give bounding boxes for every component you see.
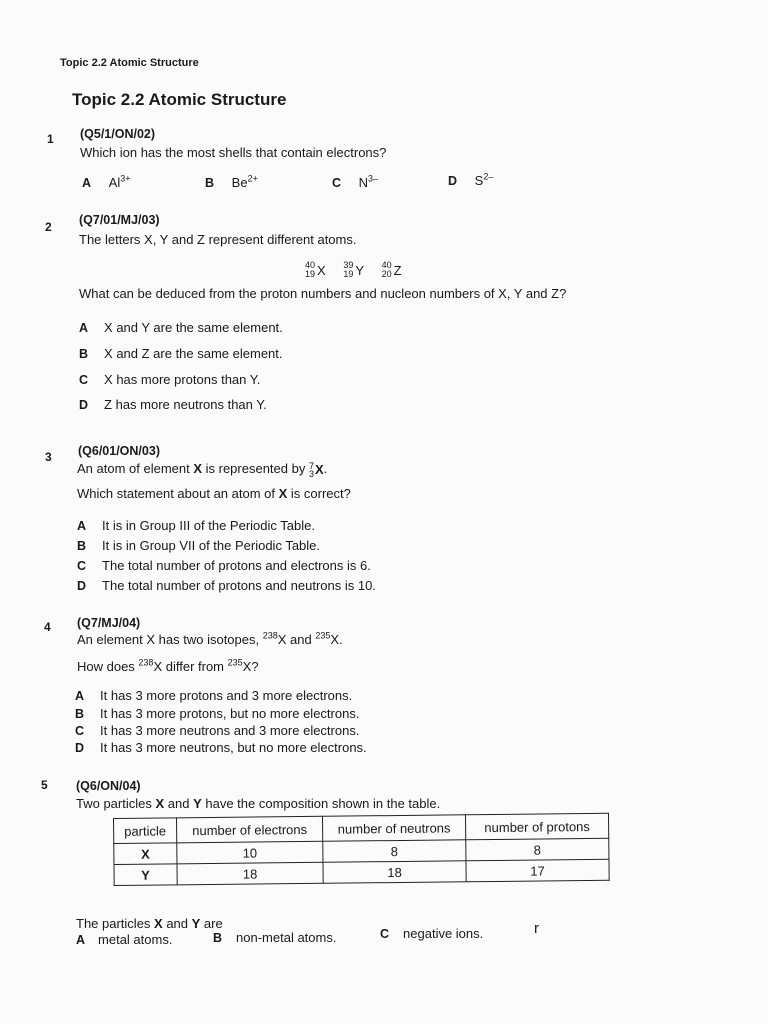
- q5-option-a: A metal atoms.: [76, 932, 173, 947]
- table-row: [114, 859, 609, 885]
- table-header: number of electrons: [177, 816, 323, 843]
- question-4-text: An element X has two isotopes, $^{238}$X and $^{235}$X.: [77, 630, 343, 647]
- question-5-number: 5: [41, 778, 48, 792]
- table-cell: 8: [323, 840, 466, 862]
- q4-option-b: B It has 3 more protons, but no more electrons.: [75, 706, 360, 721]
- q1-option-d: [448, 173, 493, 188]
- question-5-code: (Q6/ON/04): [76, 779, 141, 793]
- option-letter: D: [448, 174, 458, 188]
- question-3-number: 3: [45, 450, 52, 464]
- ion-symbol: $S^{2-}$: [474, 171, 494, 188]
- question-3-code: (Q6/01/ON/03): [78, 444, 160, 458]
- question-2-text: The letters X, Y and Z represent different atoms.: [79, 232, 357, 247]
- q5-option-b: B non-metal atoms.: [213, 930, 337, 945]
- q3-option-c: C The total number of protons and electrons is 6.: [77, 558, 371, 573]
- table-cell: 8: [466, 838, 609, 860]
- question-5-text: Two particles X and Y have the composition shown in the table.: [76, 796, 441, 811]
- question-5-question: The particles X and Y are: [76, 916, 223, 931]
- q3-option-d: D The total number of protons and neutrons is 10.: [77, 578, 376, 593]
- nuclide-x: 40 19 X: [305, 260, 326, 279]
- question-1-code: (Q5/1/ON/02): [80, 127, 156, 141]
- table-cell: 18: [323, 861, 466, 883]
- ion-symbol: $Be^{2+}$: [231, 173, 258, 190]
- nuclide-x: 7 3 X: [308, 460, 324, 479]
- table-cell: Y: [114, 864, 177, 886]
- table-cell: X: [114, 843, 177, 865]
- q4-option-c: C It has 3 more neutrons and 3 more electrons.: [75, 723, 360, 738]
- composition-table: [113, 813, 610, 886]
- question-1-text: Which ion has the most shells that contain electrons?: [80, 145, 387, 160]
- q1-option-b: [205, 175, 258, 190]
- table-header: number of neutrons: [322, 815, 465, 841]
- q3-option-a: A It is in Group III of the Periodic Table.: [77, 518, 315, 533]
- table-cell: 17: [466, 859, 609, 881]
- q3-option-b: B It is in Group VII of the Periodic Table.: [77, 538, 321, 553]
- nuclide-list: [305, 256, 416, 279]
- table-cell: 18: [177, 862, 323, 885]
- option-letter: A: [82, 176, 92, 190]
- question-4-code: (Q7/MJ/04): [77, 616, 141, 630]
- running-header: Topic 2.2 Atomic Structure: [60, 57, 199, 69]
- q2-option-a: A X and Y are the same element.: [79, 320, 283, 335]
- question-3-question: Which statement about an atom of X is correct?: [77, 486, 351, 501]
- question-1-number: 1: [47, 132, 54, 146]
- ion-symbol: $N^{3-}$: [358, 173, 379, 190]
- q4-option-a: A It has 3 more protons and 3 more electrons.: [75, 688, 353, 703]
- question-3-text: An atom of element X is represented by 7 3 X .: [77, 460, 328, 479]
- q4-option-d: D It has 3 more neutrons, but no more electrons.: [75, 740, 367, 755]
- page-title: Topic 2.2 Atomic Structure: [72, 90, 287, 109]
- q2-option-c: C X has more protons than Y.: [79, 372, 261, 387]
- option-letter: C: [332, 176, 342, 190]
- table-cell: 10: [177, 841, 323, 864]
- table-header: particle: [114, 818, 177, 844]
- q2-option-d: D Z has more neutrons than Y.: [79, 397, 267, 412]
- table-header: number of protons: [465, 813, 608, 839]
- question-4-number: 4: [44, 620, 51, 634]
- q5-option-c: C negative ions.: [380, 926, 484, 941]
- nuclide-z: 40 20 Z: [381, 260, 402, 279]
- question-2-code: (Q7/01/MJ/03): [79, 213, 160, 227]
- ion-symbol: $Al^{3+}$: [108, 173, 131, 190]
- nuclide-y: 39 19 Y: [343, 260, 364, 279]
- q1-option-c: [332, 175, 378, 190]
- question-2-question: What can be deduced from the proton numbers and nucleon numbers of X, Y and Z?: [79, 286, 567, 301]
- option-letter: B: [205, 176, 215, 190]
- q2-option-b: B X and Z are the same element.: [79, 346, 283, 361]
- cut-off-option-mark: r: [534, 920, 539, 937]
- q1-option-a: [82, 175, 130, 190]
- question-4-question: How does $^{238}$X differ from $^{235}$X?: [77, 657, 259, 674]
- question-2-number: 2: [45, 220, 52, 234]
